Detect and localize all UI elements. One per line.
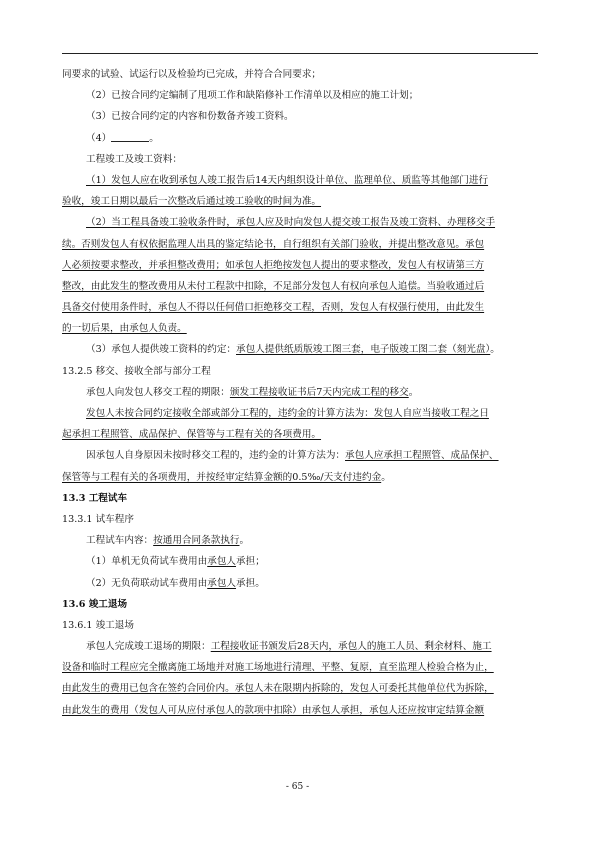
subsection-heading: 13.6.1 竣工退场 xyxy=(62,619,134,631)
paragraph-line: 由此发生的费用（发包人可从应付承包人的款项中扣除）由承包人承担，承包人还应按审定结算金额 xyxy=(62,704,485,716)
paragraph-line: 续。否则发包人有权依据监理人出具的鉴定结论书，自行组织有关部门验收，并提出整改意见。承包 xyxy=(62,238,485,250)
header-rule xyxy=(62,53,538,54)
paragraph-line: （1）单机无负荷试车费用由承包人承担； xyxy=(86,556,265,568)
paragraph-line: 因承包人自身原因未按时移交工程的，违约金的计算方法为：承包人应承担工程照管、成品保护、 xyxy=(86,450,499,462)
paragraph-line: 承包人向发包人移交工程的期限：颁发工程接收证书后7天内完成工程的移交。 xyxy=(86,386,419,398)
paragraph-line: 设备和临时工程应完全撤离施工场地并对施工场地进行清理、平整、复原，直至监理人检验合格为止， xyxy=(62,662,494,674)
paragraph-line: 人必须按要求整改，并承担整改费用；如承包人拒绝按发包人提出的要求整改，发包人有权请第三方 xyxy=(62,259,485,271)
paragraph-line: （1）发包人应在收到承包人竣工报告后14天内组织设计单位、监理单位、质监等其他部门进行 xyxy=(86,174,489,186)
subsection-heading: 13.3.1 试车程序 xyxy=(62,513,134,525)
section-heading: 13.2.5 移交、接收全部与部分工程 xyxy=(62,365,211,377)
document-body xyxy=(62,64,538,721)
paragraph-line: 工程竣工及竣工资料： xyxy=(86,153,182,165)
paragraph-line: 保管等与工程有关的各项费用，并按经审定结算金额的0.5‰/天支付违约金。 xyxy=(62,471,391,483)
section-heading: 13.3 工程试车 xyxy=(62,492,128,504)
section-heading: 13.6 竣工退场 xyxy=(62,598,128,610)
paragraph-line: 承包人完成竣工退场的期限：工程接收证书颁发后28天内，承包人的施工人员、剩余材料、施工 xyxy=(86,641,492,653)
paragraph-line: （2）已按合同约定编制了甩项工作和缺陷修补工作清单以及相应的施工计划； xyxy=(86,90,419,102)
page-number: - 65 - xyxy=(285,782,310,792)
paragraph-line: 起承担工程照管、成品保护、保管等与工程有关的各项费用。 xyxy=(62,429,322,441)
paragraph-line: 整改，由此发生的整改费用从未付工程款中扣除，不足部分发包人有权向承包人追偿。当验收通过后 xyxy=(62,280,485,292)
fill-in-blank xyxy=(111,131,149,142)
paragraph-line: 的一切后果，由承包人负责。 xyxy=(62,323,187,335)
paragraph-line: （3）承包人提供竣工资料的约定：承包人提供纸质版竣工图三套，电子版竣工图二套（刻光盘）。 xyxy=(86,344,500,356)
paragraph-line: 工程试车内容：按通用合同条款执行。 xyxy=(86,535,250,547)
paragraph-line: 验收，竣工日期以最后一次整改后通过竣工验收的时间为准。 xyxy=(62,196,322,208)
paragraph-line: 由此发生的费用已包含在签约合同价内。承包人未在限期内拆除的，发包人可委托其他单位代为拆除， xyxy=(62,683,494,695)
paragraph-line: （4） 。 xyxy=(86,132,159,144)
paragraph-line: （2）当工程具备竣工验收条件时，承包人应及时向发包人提交竣工报告及竣工资料、办理移交手 xyxy=(86,217,496,229)
paragraph-line: 发包人未按合同约定接收全部或部分工程的，违约金的计算方法为：发包人自应当接收工程之日 xyxy=(86,408,489,419)
paragraph-line: （2）无负荷联动试车费用由承包人承担。 xyxy=(86,577,265,589)
paragraph-line: 具备交付使用条件时，承包人不得以任何借口拒绝移交工程，否则，发包人有权强行使用，由此发生 xyxy=(62,302,485,314)
paragraph-line: （3）已按合同约定的内容和份数备齐竣工资料。 xyxy=(86,111,294,123)
paragraph-line: 同要求的试验、试运行以及检验均已完成，并符合合同要求； xyxy=(62,69,322,80)
